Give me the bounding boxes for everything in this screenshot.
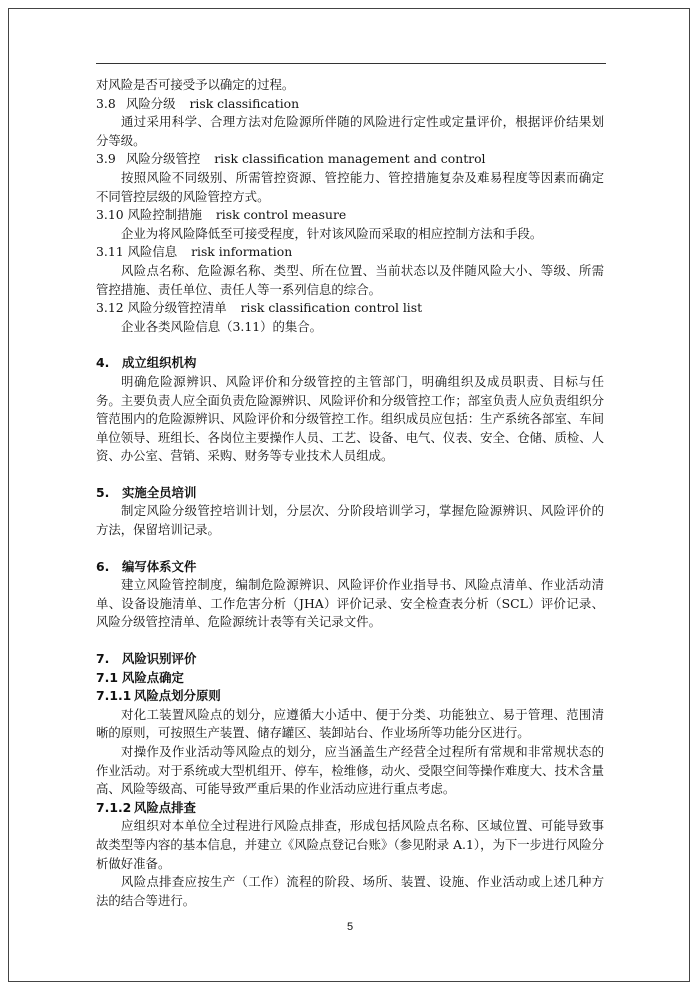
term-definition: 企业为将风险降低至可接受程度，针对该风险而采取的相应控制方法和手段。 [121, 225, 543, 241]
paragraph: 对风险是否可接受予以确定的过程。 [96, 77, 295, 92]
term-zh: 风险分级管控 [125, 151, 201, 167]
section-title: 风险点确定 [122, 669, 184, 685]
term-en: risk classification control list [240, 300, 423, 316]
section-number: 5. [96, 484, 110, 500]
page-number: 5 [346, 921, 354, 933]
term-en: risk control measure [215, 207, 347, 223]
section-heading-4 [96, 354, 604, 373]
document-body [96, 76, 604, 910]
section-paragraph: 建立风险管控制度，编制危险源辨识、风险评价作业指导书、风险点清单、作业活动清单、设备设施清单、工作危害分析（JHA）评价记录、安全检查表分析（SCL）评价记录、风险分级管控清单、危险源统计表等有关记录文件。 [96, 577, 604, 630]
section-heading-7-1-2 [96, 799, 604, 818]
header-rule [96, 63, 606, 64]
section-number: 7. [96, 651, 110, 667]
section-title: 实施全员培训 [122, 484, 197, 500]
section-title: 风险识别评价 [122, 651, 197, 667]
section-number: 7.1.2 [96, 799, 132, 815]
term-en: risk information [191, 244, 293, 260]
section-heading-5 [96, 484, 604, 503]
section-paragraph: 对操作及作业活动等风险点的划分，应当涵盖生产经营全过程所有常规和非常规状态的作业活动。对于系统或大型机组开、停车，检维修，动火、受限空间等操作难度大、技术含量高、风险等级高、可能导致严重后果的作业活动应进行重点考虑。 [96, 744, 605, 797]
term-3-11 [96, 243, 604, 262]
section-paragraph: 对化工装置风险点的划分，应遵循大小适中、便于分类、功能独立、易于管理、范围清晰的原则，可按照生产装置、储存罐区、装卸站台、作业场所等功能分区进行。 [96, 706, 604, 741]
section-heading-7 [96, 650, 604, 669]
section-paragraph: 应组织对本单位全过程进行风险点排查，形成包括风险点名称、区域位置、可能导致事故类型等内容的基本信息，并建立《风险点登记台账》（参见附录 A.1），为下一步进行风险分析做好准备。 [96, 818, 604, 871]
section-heading-6 [96, 558, 604, 577]
section-title: 编写体系文件 [122, 558, 197, 574]
term-zh: 风险分级管控清单 [127, 300, 227, 316]
section-number: 7.1.1 [96, 688, 132, 704]
term-number: 3.9 [96, 151, 116, 167]
section-paragraph: 明确危险源辨识、风险评价和分级管控的主管部门，明确组织及成员职责、目标与任务。主要负责人应全面负责危险源辨识、风险评价和分级管控工作；部室负责人应负责组织分管范围内的危险源辨识、风险评价和分级管控工作。组织成员应包括：生产系统各部室、车间单位领导、班组长、各岗位主要操作人员、工艺、设备、电气、仪表、安全、仓储、质检、人资、办公室、营销、采购、财务等专业技术人员组成。 [96, 373, 605, 464]
section-number: 7.1 [96, 669, 118, 685]
section-heading-7-1-1 [96, 687, 604, 706]
term-number: 3.8 [96, 95, 116, 111]
term-definition: 通过采用科学、合理方法对危险源所伴随的风险进行定性或定量评价，根据评价结果划分等级。 [96, 114, 604, 148]
term-en: risk classification management and control [214, 151, 486, 167]
term-en: risk classification [189, 95, 300, 111]
section-title: 风险点划分原则 [134, 688, 221, 704]
section-number: 4. [96, 355, 110, 371]
section-number: 6. [96, 558, 110, 574]
section-heading-7-1 [96, 669, 604, 688]
section-title: 风险点排查 [134, 799, 196, 815]
section-title: 成立组织机构 [122, 355, 197, 371]
term-definition: 企业各类风险信息（3.11）的集合。 [121, 318, 323, 334]
term-definition: 风险点名称、危险源名称、类型、所在位置、当前状态以及伴随风险大小、等级、所需管控措施、责任单位、责任人等一系列信息的综合。 [96, 262, 604, 297]
term-3-9 [96, 150, 604, 169]
term-number: 3.11 [96, 244, 124, 260]
term-3-8 [96, 95, 604, 114]
term-3-10 [96, 206, 604, 225]
section-paragraph: 制定风险分级管控培训计划，分层次、分阶段培训学习，掌握危险源辨识、风险评价的方法，保留培训记录。 [96, 503, 604, 538]
term-zh: 风险信息 [127, 244, 178, 260]
term-number: 3.10 [96, 207, 124, 223]
section-paragraph: 风险点排查应按生产（工作）流程的阶段、场所、装置、设施、作业活动或上述几种方法的结合等进行。 [96, 874, 604, 908]
term-zh: 风险分级 [125, 95, 176, 111]
term-zh: 风险控制措施 [127, 207, 202, 223]
term-3-12 [96, 299, 604, 318]
term-number: 3.12 [96, 300, 124, 316]
term-definition: 按照风险不同级别、所需管控资源、管控能力、管控措施复杂及难易程度等因素而确定不同管控层级的风险管控方式。 [96, 169, 604, 204]
